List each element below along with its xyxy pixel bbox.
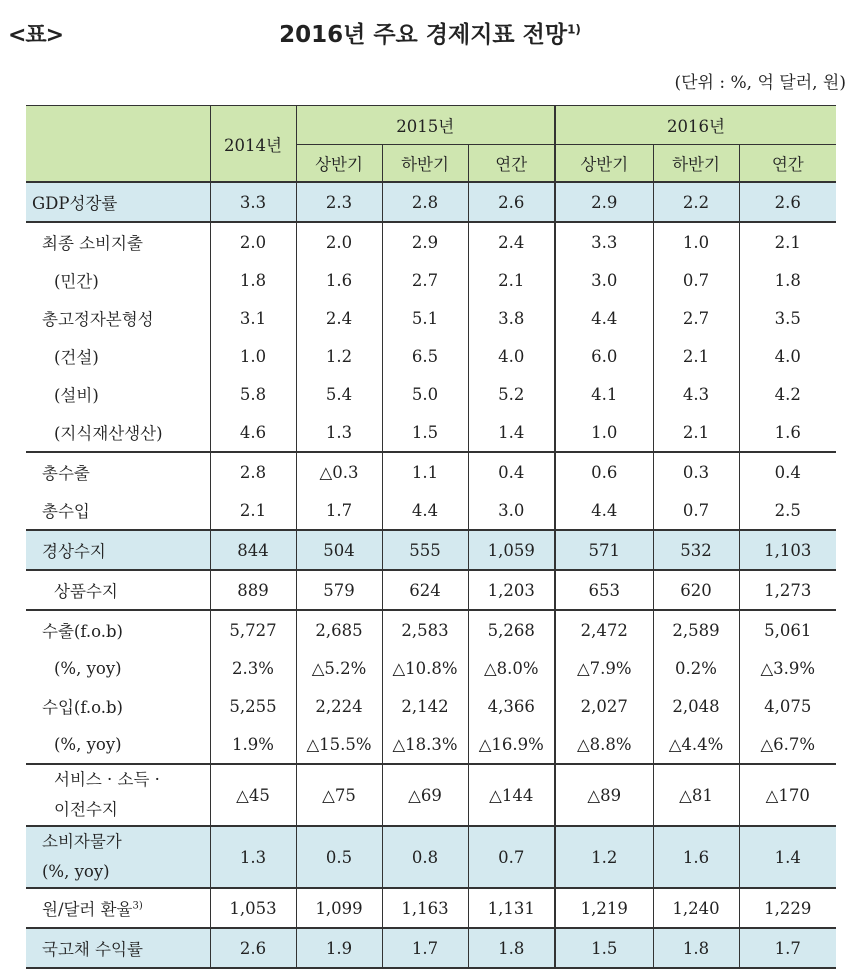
table-cell: 571: [555, 530, 653, 570]
table-cell: 2.7: [653, 299, 739, 337]
row-label: 국고채 수익률: [26, 928, 210, 968]
table-cell: 2.9: [555, 182, 653, 222]
table-cell: 1.6: [296, 261, 382, 299]
row-label: 총고정자본형성: [42, 310, 154, 329]
table-cell: 3.3: [555, 222, 653, 261]
table-row: [26, 375, 836, 413]
table-cell: 1,203: [468, 570, 555, 610]
table-cell: 2.1: [653, 413, 739, 452]
row-label: 수입(f.o.b): [42, 698, 123, 717]
table-cell: 1.6: [739, 413, 836, 452]
table-cell: 1.9: [296, 928, 382, 968]
table-cell: 1.8: [210, 261, 296, 299]
table-cell: 1.8: [653, 928, 739, 968]
row-label: (민간): [54, 272, 99, 291]
table-row: [26, 413, 836, 452]
row-label: 총수출: [26, 452, 210, 491]
table-cell: △4.4%: [653, 725, 739, 764]
header-2016: 2016년: [555, 106, 836, 145]
table-cell: △170: [739, 764, 836, 826]
header-2015: 2015년: [296, 106, 555, 145]
table-cell: 844: [210, 530, 296, 570]
table-cell: 3.5: [739, 299, 836, 337]
table-cell: △8.0%: [468, 649, 555, 687]
title-footnote: 1): [567, 22, 581, 37]
economic-indicator-table: [26, 105, 836, 969]
table-cell: 1.0: [653, 222, 739, 261]
table-cell: 2.5: [739, 491, 836, 530]
table-cell: 4.2: [739, 375, 836, 413]
table-row: [26, 182, 836, 222]
table-row: [26, 452, 836, 491]
table-cell: 1.5: [382, 413, 468, 452]
table-cell: 624: [382, 570, 468, 610]
table-cell: 2.1: [739, 222, 836, 261]
table-cell: △75: [296, 764, 382, 826]
table-cell: 1.0: [555, 413, 653, 452]
table-cell: △69: [382, 764, 468, 826]
table-cell: 2.3%: [210, 649, 296, 687]
table-cell: 2,589: [653, 610, 739, 649]
table-cell: 2.0: [296, 222, 382, 261]
table-cell: 4.0: [468, 337, 555, 375]
table-row: [26, 491, 836, 530]
row-label: (건설): [54, 348, 99, 367]
header-sub: 하반기: [653, 145, 739, 183]
table-cell: 0.4: [468, 452, 555, 491]
table-cell: 1,163: [382, 888, 468, 928]
table-cell: △3.9%: [739, 649, 836, 687]
table-cell: 5,255: [210, 687, 296, 725]
table-cell: 5,268: [468, 610, 555, 649]
table-cell: 620: [653, 570, 739, 610]
table-row: [26, 570, 836, 610]
table-cell: 653: [555, 570, 653, 610]
table-cell: 1.2: [296, 337, 382, 375]
table-cell: 579: [296, 570, 382, 610]
table-cell: 0.8: [382, 826, 468, 888]
table-cell: 3.0: [468, 491, 555, 530]
table-row: [26, 826, 836, 888]
page-title: 2016년 주요 경제지표 전망$^{1)}$: [279, 22, 581, 48]
table-cell: 532: [653, 530, 739, 570]
table-cell: 1,219: [555, 888, 653, 928]
row-footnote: 3): [132, 900, 143, 912]
row-label: 최종 소비지출: [26, 222, 210, 261]
table-cell: 5,727: [210, 610, 296, 649]
table-cell: 2.3: [296, 182, 382, 222]
header-sub: 하반기: [382, 145, 468, 183]
table-cell: 1,229: [739, 888, 836, 928]
table-cell: 2.2: [653, 182, 739, 222]
table-cell: 1.4: [468, 413, 555, 452]
table-cell: 4,366: [468, 687, 555, 725]
table-cell: △8.8%: [555, 725, 653, 764]
table-cell: 2.0: [210, 222, 296, 261]
table-cell: 1.8: [468, 928, 555, 968]
table-cell: 0.5: [296, 826, 382, 888]
row-label: (설비): [54, 386, 99, 405]
table-cell: 2.1: [653, 337, 739, 375]
table-cell: 2,224: [296, 687, 382, 725]
table-cell: 2.6: [210, 928, 296, 968]
table-cell: 555: [382, 530, 468, 570]
header-2014: 2014년: [210, 106, 296, 183]
table-row: [26, 687, 836, 725]
table-cell: 4.3: [653, 375, 739, 413]
row-label: 소비자물가 (%, yoy): [26, 826, 210, 888]
table-cell: 1.4: [739, 826, 836, 888]
table-cell: 1.3: [296, 413, 382, 452]
table-cell: 1.0: [210, 337, 296, 375]
header-sub: 연간: [468, 145, 555, 183]
table-cell: 2.1: [468, 261, 555, 299]
header-sub: 상반기: [296, 145, 382, 183]
table-cell: △18.3%: [382, 725, 468, 764]
table-row: [26, 299, 836, 337]
table-tag: <표>: [8, 23, 64, 48]
table-cell: △144: [468, 764, 555, 826]
table-cell: 4.4: [382, 491, 468, 530]
table-row: [26, 725, 836, 764]
table-row: [26, 610, 836, 649]
table-cell: 1,273: [739, 570, 836, 610]
table-cell: 3.3: [210, 182, 296, 222]
table-cell: 6.0: [555, 337, 653, 375]
table-cell: 0.4: [739, 452, 836, 491]
table-cell: 2,472: [555, 610, 653, 649]
unit-note: (단위 : %, 억 달러, 원): [674, 73, 846, 93]
table-cell: 1,103: [739, 530, 836, 570]
table-cell: 2,048: [653, 687, 739, 725]
table-cell: 2.4: [468, 222, 555, 261]
table-cell: 5.1: [382, 299, 468, 337]
table-cell: 889: [210, 570, 296, 610]
table-cell: △0.3: [296, 452, 382, 491]
row-label: (지식재산생산): [54, 424, 163, 443]
table-cell: 4.4: [555, 299, 653, 337]
table-row: [26, 530, 836, 570]
table-cell: 0.7: [468, 826, 555, 888]
table-cell: 2,142: [382, 687, 468, 725]
table-cell: 1,099: [296, 888, 382, 928]
table-cell: 1.3: [210, 826, 296, 888]
table-cell: △7.9%: [555, 649, 653, 687]
table-cell: 1.8: [739, 261, 836, 299]
table-row: [26, 261, 836, 299]
row-label: 서비스 · 소득 · 이전수지: [26, 764, 210, 826]
table-cell: 5.2: [468, 375, 555, 413]
table-cell: 3.0: [555, 261, 653, 299]
table-cell: 2.8: [382, 182, 468, 222]
table-cell: 4.0: [739, 337, 836, 375]
table-cell: 2,027: [555, 687, 653, 725]
table-cell: 3.8: [468, 299, 555, 337]
header-sub: 연간: [739, 145, 836, 183]
header-label-cell: [26, 106, 210, 183]
table-cell: △89: [555, 764, 653, 826]
table-cell: 2.8: [210, 452, 296, 491]
table-cell: 1.2: [555, 826, 653, 888]
table-cell: 5,061: [739, 610, 836, 649]
table-row: [26, 888, 836, 928]
table-cell: 2.7: [382, 261, 468, 299]
table-cell: 504: [296, 530, 382, 570]
table-cell: 2.1: [210, 491, 296, 530]
table-cell: 2.4: [296, 299, 382, 337]
table-cell: 1.6: [653, 826, 739, 888]
table-cell: 0.7: [653, 261, 739, 299]
row-label: 수출(f.o.b): [26, 610, 210, 649]
table-cell: 3.1: [210, 299, 296, 337]
table-cell: 4.6: [210, 413, 296, 452]
table-cell: △16.9%: [468, 725, 555, 764]
row-label: 총수입: [42, 502, 90, 521]
table-cell: 2,685: [296, 610, 382, 649]
table-cell: △5.2%: [296, 649, 382, 687]
row-label: 경상수지: [26, 530, 210, 570]
header-sub: 상반기: [555, 145, 653, 183]
row-label: (%, yoy): [54, 734, 122, 754]
table-cell: 1.1: [382, 452, 468, 491]
table-row: [26, 928, 836, 968]
table-cell: 2.9: [382, 222, 468, 261]
table-cell: 5.4: [296, 375, 382, 413]
table-cell: △15.5%: [296, 725, 382, 764]
table-cell: 1.7: [739, 928, 836, 968]
table-cell: 1,059: [468, 530, 555, 570]
table-cell: 6.5: [382, 337, 468, 375]
table-cell: 0.6: [555, 452, 653, 491]
table-cell: 1.7: [296, 491, 382, 530]
table-cell: 0.3: [653, 452, 739, 491]
table-row: [26, 222, 836, 261]
table-cell: 5.8: [210, 375, 296, 413]
table-cell: △45: [210, 764, 296, 826]
row-label: GDP성장률: [26, 182, 210, 222]
table-cell: 1.5: [555, 928, 653, 968]
table-cell: 0.2%: [653, 649, 739, 687]
table-cell: 1.9%: [210, 725, 296, 764]
table-row: [26, 649, 836, 687]
table-cell: 2,583: [382, 610, 468, 649]
table-cell: △81: [653, 764, 739, 826]
table-cell: 0.7: [653, 491, 739, 530]
row-label: 원/달러 환율$^{3)}$: [26, 888, 210, 928]
table-row: [26, 337, 836, 375]
table-cell: 2.6: [468, 182, 555, 222]
table-cell: 1.7: [382, 928, 468, 968]
table-cell: 1,053: [210, 888, 296, 928]
row-label: (%, yoy): [54, 658, 122, 678]
table-cell: 4.1: [555, 375, 653, 413]
table-row: [26, 764, 836, 826]
table-cell: 4.4: [555, 491, 653, 530]
table-cell: △6.7%: [739, 725, 836, 764]
table-cell: 2.6: [739, 182, 836, 222]
table-cell: 1,240: [653, 888, 739, 928]
table-cell: 4,075: [739, 687, 836, 725]
table-cell: 1,131: [468, 888, 555, 928]
row-label: 상품수지: [26, 570, 210, 610]
table-cell: 5.0: [382, 375, 468, 413]
table-cell: △10.8%: [382, 649, 468, 687]
